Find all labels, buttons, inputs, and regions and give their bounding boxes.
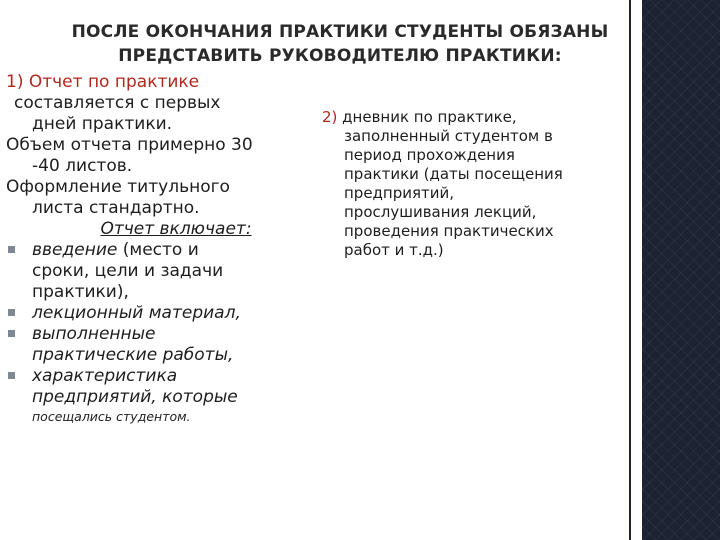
side-divider-line — [629, 0, 631, 540]
title-line-1: ПОСЛЕ ОКОНЧАНИЯ ПРАКТИКИ СТУДЕНТЫ ОБЯЗАНЫ — [71, 22, 609, 42]
bullet-square-icon — [8, 330, 15, 337]
volume-line-1: Объем отчета примерно 30 — [6, 135, 253, 155]
title-page-line-2: листа стандартно. — [32, 198, 200, 218]
bullet-square-icon — [8, 246, 15, 253]
list-item — [6, 303, 306, 324]
bullet-square-icon — [8, 309, 15, 316]
bullet-4-line-1: характеристика — [32, 366, 178, 386]
right-column — [322, 108, 622, 260]
item1-line-3: дней практики. — [32, 114, 173, 134]
item2-line: прослушивания лекций, — [344, 203, 537, 221]
bullet-square-icon — [8, 372, 15, 379]
item1-line-2: составляется с первых — [14, 93, 221, 113]
list-item — [6, 366, 306, 408]
bullet-1-line-2: сроки, цели и задачи — [32, 261, 224, 281]
final-small-note: посещались студентом. — [32, 409, 191, 424]
bullet-1-line-3: практики), — [32, 282, 129, 302]
slide-title — [60, 20, 620, 68]
item2-heading: дневник по практике, — [337, 108, 517, 126]
list-item — [6, 240, 306, 303]
item2-line: работ и т.д.) — [344, 241, 444, 259]
bullet-1-italic: введение — [32, 240, 118, 260]
item2-line: проведения практических — [344, 222, 554, 240]
bullet-3-line-1: выполненные — [32, 324, 156, 344]
item2-number: 2) — [322, 108, 338, 126]
bullet-4-line-2: предприятий, которые — [32, 387, 238, 407]
bullet-2-line-1: лекционный материал, — [32, 303, 241, 323]
title-line-2: ПРЕДСТАВИТЬ РУКОВОДИТЕЛЮ ПРАКТИКИ: — [118, 46, 562, 66]
item2-line: предприятий, — [344, 184, 455, 202]
report-includes-label: Отчет включает: — [100, 219, 252, 239]
bullet-3-line-2: практические работы, — [32, 345, 234, 365]
item1-heading: 1) Отчет по практике — [6, 72, 200, 92]
title-page-line-1: Оформление титульного — [6, 177, 230, 197]
report-contents-list — [6, 240, 306, 408]
item2-first-line — [322, 108, 622, 127]
bullet-1-rest: (место и — [117, 240, 199, 260]
item2-line: период прохождения — [344, 146, 515, 164]
item2-line: практики (даты посещения — [344, 165, 563, 183]
list-item — [6, 324, 306, 366]
volume-line-2: -40 листов. — [32, 156, 133, 176]
decorative-side-panel — [642, 0, 720, 540]
left-column — [6, 72, 306, 424]
item2-line: заполненный студентом в — [344, 127, 553, 145]
